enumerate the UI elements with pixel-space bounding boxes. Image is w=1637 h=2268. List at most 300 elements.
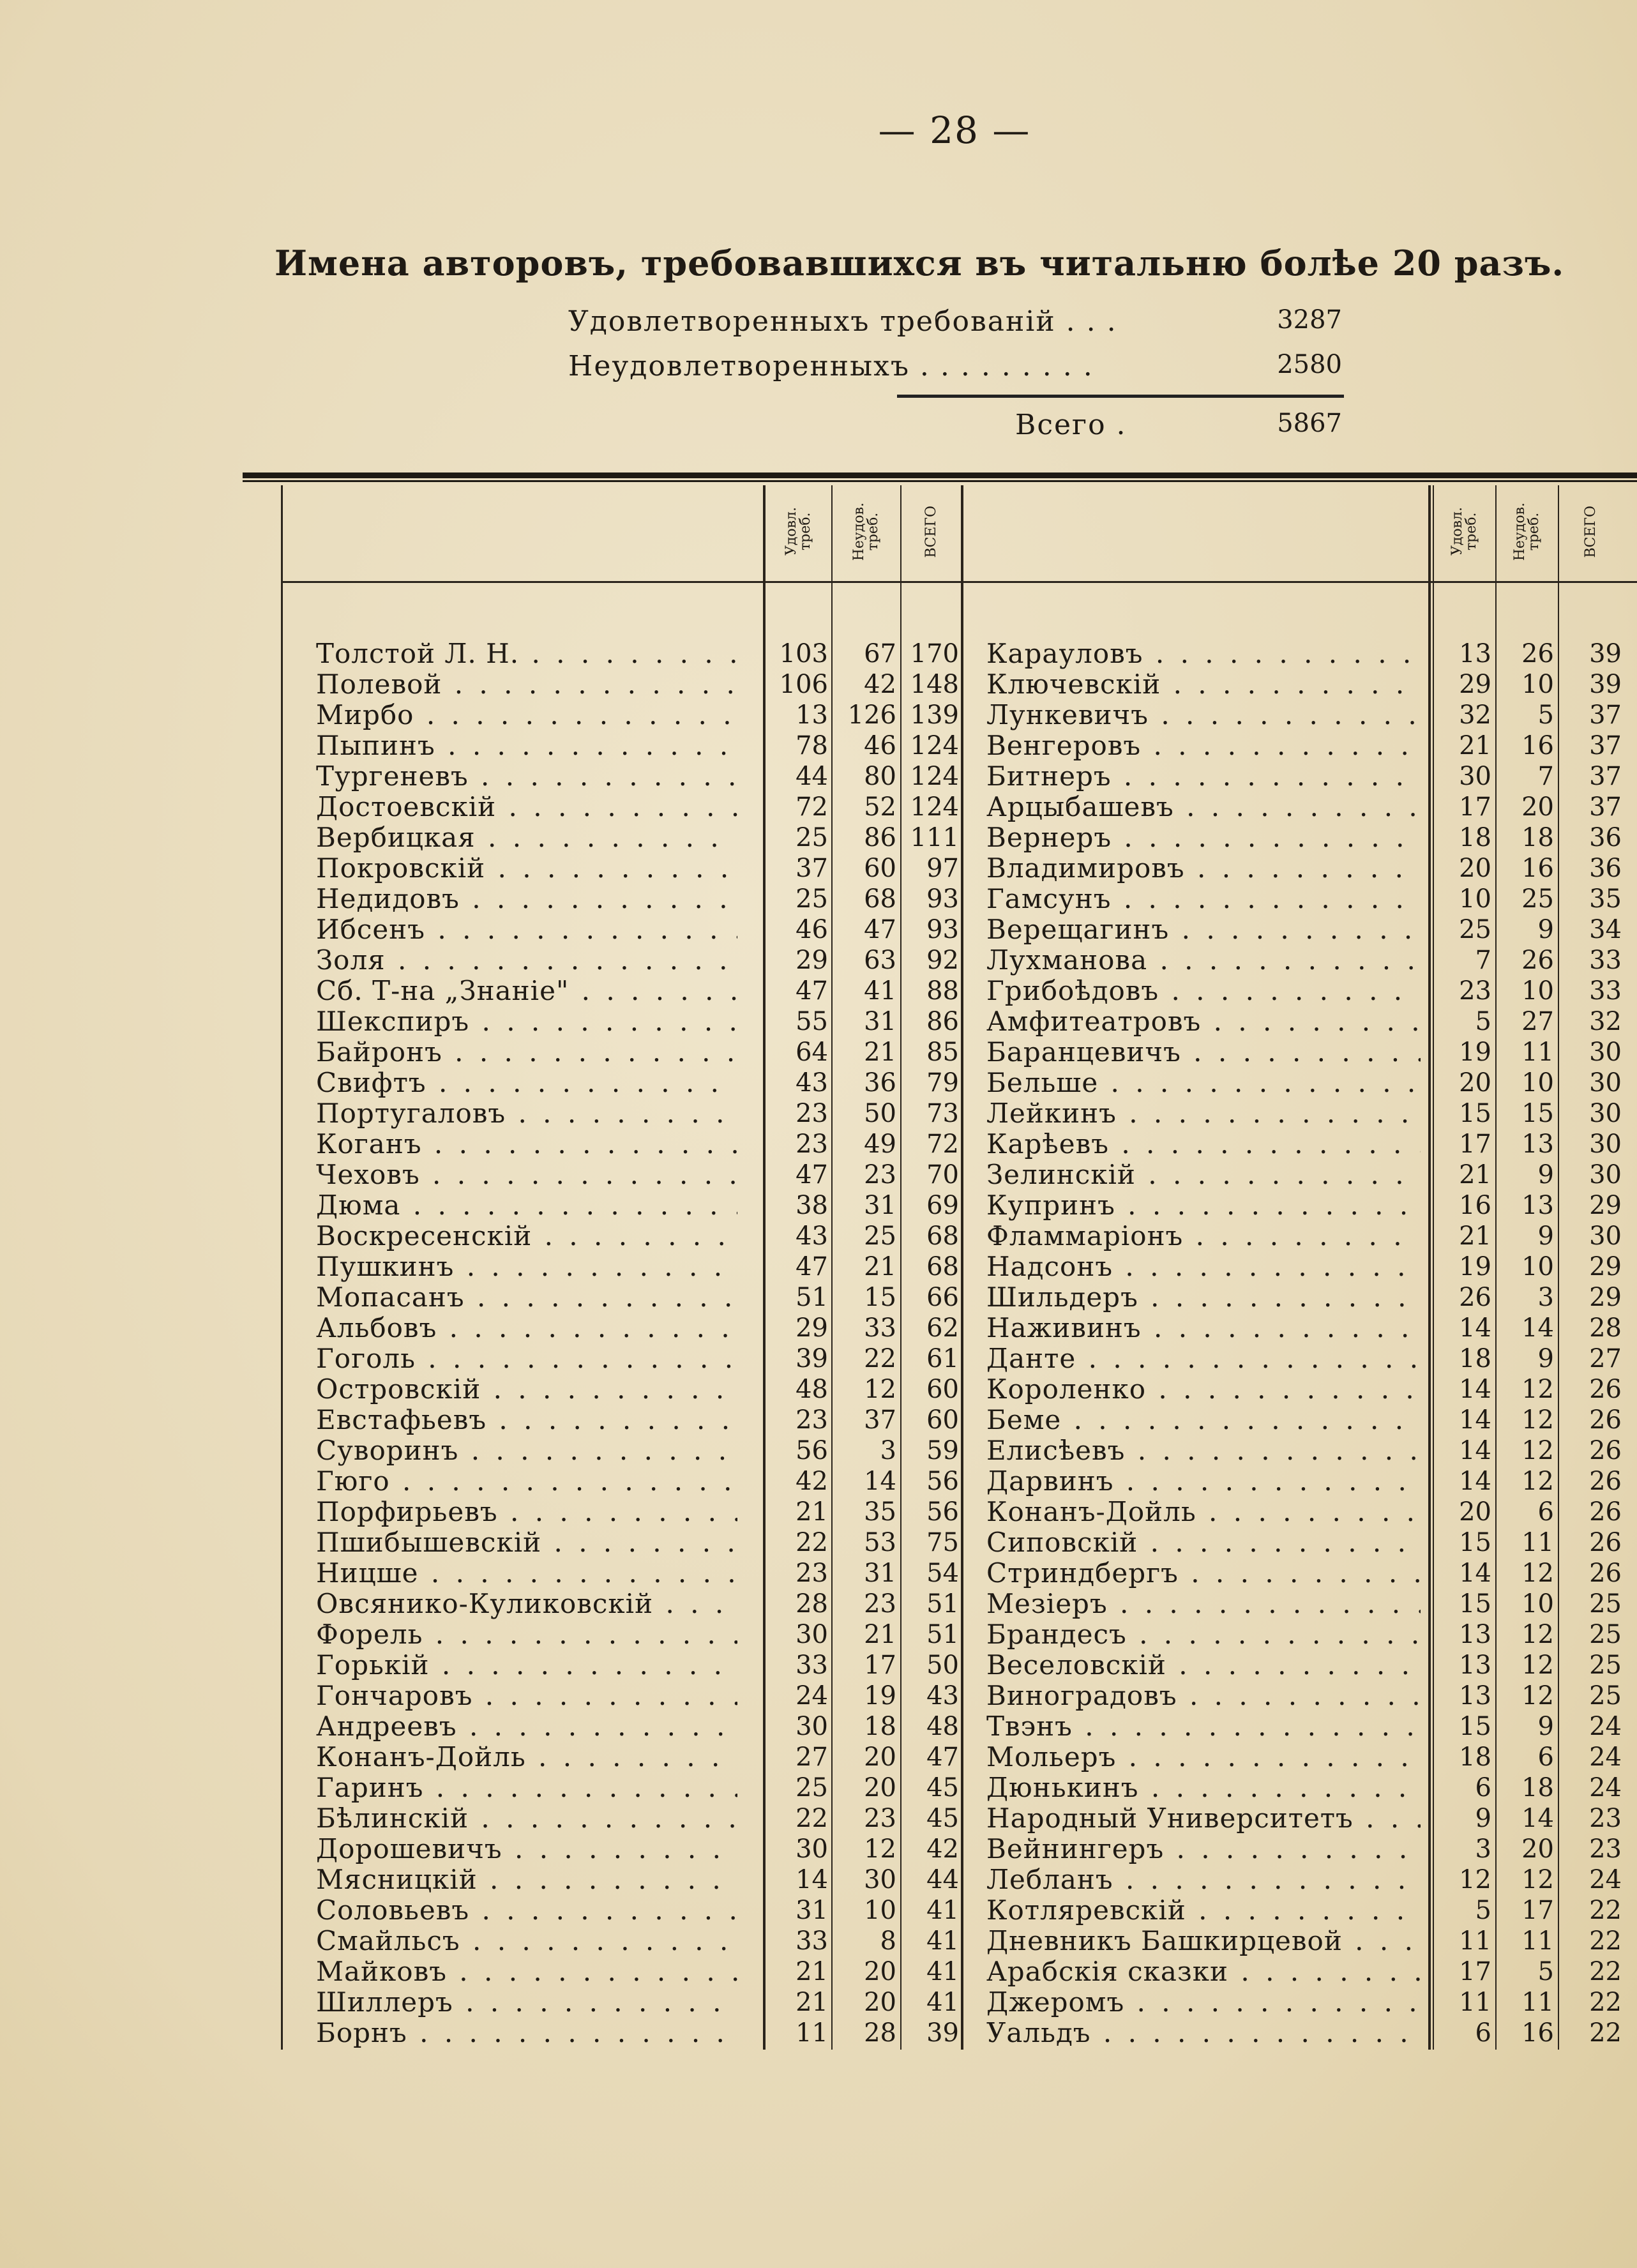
total-left: 111 [910,823,959,852]
satisfied-right: 5 [1475,1007,1491,1036]
total-left: 88 [926,976,959,1006]
table-row [0,853,1637,884]
table-row [0,1129,1637,1160]
unsatisfied-left: 30 [864,1865,896,1894]
total-right: 29 [1589,1252,1622,1281]
summary-sum-line [897,395,1344,398]
satisfied-right: 14 [1459,1375,1491,1404]
author-name-left: Форель . . . [316,1619,737,1650]
total-right: 24 [1589,1712,1622,1741]
author-name-right: Вейнингеръ . . . [986,1834,1421,1864]
unsatisfied-right: 18 [1521,823,1554,852]
author-name-right: Шильдеръ . . . [986,1282,1421,1313]
satisfied-left: 22 [796,1804,828,1833]
unsatisfied-left: 31 [864,1559,896,1588]
author-name-left: Ибсенъ . . . [316,914,737,945]
author-name-left: Воскресенскій . . . [316,1221,737,1251]
author-name-left: Толстой Л. Н. . . . [316,639,737,669]
unsatisfied-left: 25 [864,1221,896,1251]
total-right: 29 [1589,1283,1622,1312]
unsatisfied-right: 10 [1521,670,1554,699]
author-name-right: Данте . . . [986,1343,1421,1374]
author-name-right: Дюнькинъ . . . [986,1773,1421,1803]
table-row [0,669,1637,700]
satisfied-right: 20 [1459,1497,1491,1527]
unsatisfied-left: 49 [864,1130,896,1159]
satisfied-right: 17 [1459,1130,1491,1159]
satisfied-right: 15 [1459,1712,1491,1741]
unsatisfied-right: 14 [1521,1804,1554,1833]
author-name-right: Дарвинъ . . . [986,1466,1421,1497]
unsatisfied-right: 10 [1521,1589,1554,1619]
satisfied-left: 46 [796,915,828,944]
unsatisfied-left: 22 [864,1344,896,1373]
total-right: 37 [1589,731,1622,760]
total-left: 68 [926,1221,959,1251]
table-row [0,1864,1637,1895]
total-left: 51 [926,1620,959,1649]
table-row [0,761,1637,792]
author-name-right: Владимировъ . . . [986,853,1421,884]
author-name-left: Чеховъ . . . [316,1160,737,1190]
satisfied-left: 23 [796,1559,828,1588]
satisfied-left: 55 [796,1007,828,1036]
satisfied-left: 21 [796,1957,828,1986]
total-left: 41 [926,1988,959,2017]
satisfied-right: 14 [1459,1313,1491,1343]
author-name-left: Соловьевъ . . . [316,1895,737,1926]
author-name-right: Венгеровъ . . . [986,730,1421,761]
satisfied-right: 14 [1459,1405,1491,1435]
satisfied-right: 16 [1459,1191,1491,1220]
unsatisfied-left: 126 [847,700,896,730]
total-left: 50 [926,1651,959,1680]
author-name-left: Андреевъ . . . [316,1711,737,1742]
total-left: 85 [926,1038,959,1067]
satisfied-left: 39 [796,1344,828,1373]
author-name-left: Дюма . . . [316,1190,737,1221]
table-row [0,1313,1637,1343]
satisfied-right: 17 [1459,1957,1491,1986]
total-left: 92 [926,946,959,975]
satisfied-right: 15 [1459,1589,1491,1619]
total-left: 43 [926,1681,959,1711]
table-row [0,1589,1637,1619]
unsatisfied-right: 16 [1521,854,1554,883]
unsatisfied-left: 46 [864,731,896,760]
author-name-left: Полевой . . . [316,669,737,700]
total-right: 37 [1589,762,1622,791]
table-row [0,1374,1637,1405]
satisfied-left: 47 [796,1252,828,1281]
satisfied-left: 13 [796,700,828,730]
satisfied-right: 29 [1459,670,1491,699]
total-right: 22 [1589,1988,1622,2017]
unsatisfied-left: 28 [864,2018,896,2048]
author-name-right: Вернеръ . . . [986,822,1421,853]
summary-total-label: Всего . [1015,409,1127,441]
table-row [0,700,1637,730]
unsatisfied-right: 14 [1521,1313,1554,1343]
total-left: 124 [910,762,959,791]
total-left: 45 [926,1804,959,1833]
unsatisfied-right: 11 [1521,1528,1554,1557]
total-left: 79 [926,1068,959,1098]
total-right: 26 [1589,1405,1622,1435]
satisfied-right: 21 [1459,731,1491,760]
summary-unsatisfied-value: 2580 [1277,350,1342,379]
total-right: 24 [1589,1773,1622,1803]
total-right: 34 [1589,915,1622,944]
author-name-right: Виноградовъ . . . [986,1681,1421,1711]
author-name-right: Мольеръ . . . [986,1742,1421,1773]
total-left: 62 [926,1313,959,1343]
author-name-right: Зелинскій . . . [986,1160,1421,1190]
satisfied-right: 3 [1475,1834,1491,1864]
satisfied-left: 24 [796,1681,828,1711]
author-name-right: Лейкинъ . . . [986,1098,1421,1129]
total-left: 75 [926,1528,959,1557]
table-row [0,1803,1637,1834]
unsatisfied-right: 26 [1521,639,1554,669]
satisfied-left: 30 [796,1712,828,1741]
author-name-right: Елисѣевъ . . . [986,1435,1421,1466]
table-row [0,1221,1637,1251]
table-row [0,1558,1637,1589]
total-right: 26 [1589,1497,1622,1527]
table-row [0,792,1637,822]
unsatisfied-left: 19 [864,1681,896,1711]
total-right: 24 [1589,1865,1622,1894]
total-right: 26 [1589,1375,1622,1404]
author-name-left: Порфирьевъ . . . [316,1497,737,1527]
total-right: 22 [1589,1926,1622,1956]
satisfied-left: 33 [796,1926,828,1956]
table-heading: Имена авторовъ, требовавшихся въ читальню болѣе 20 разъ. [275,243,1565,284]
total-left: 124 [910,731,959,760]
unsatisfied-left: 67 [864,639,896,669]
unsatisfied-left: 33 [864,1313,896,1343]
unsatisfied-right: 12 [1521,1559,1554,1588]
total-left: 41 [926,1926,959,1956]
unsatisfied-left: 23 [864,1804,896,1833]
author-name-left: Ницше . . . [316,1558,737,1589]
satisfied-right: 21 [1459,1160,1491,1190]
author-name-left: Пшибышевскій . . . [316,1527,737,1558]
total-left: 170 [910,639,959,669]
table-row [0,1037,1637,1068]
satisfied-right: 18 [1459,1743,1491,1772]
author-name-right: Лункевичъ . . . [986,700,1421,730]
table-row [0,1527,1637,1558]
author-name-right: Арабскія сказки . . . [986,1956,1421,1987]
unsatisfied-left: 35 [864,1497,896,1527]
author-name-right: Веселовскій . . . [986,1650,1421,1681]
unsatisfied-left: 41 [864,976,896,1006]
satisfied-right: 14 [1459,1467,1491,1496]
satisfied-right: 11 [1459,1926,1491,1956]
unsatisfied-right: 10 [1521,1252,1554,1281]
total-right: 25 [1589,1589,1622,1619]
author-name-left: Сб. Т-на „Знаніе" . . . [316,976,737,1006]
total-left: 47 [926,1743,959,1772]
satisfied-right: 18 [1459,1344,1491,1373]
total-right: 30 [1589,1221,1622,1251]
author-name-right: Карауловъ . . . [986,639,1421,669]
unsatisfied-left: 23 [864,1160,896,1190]
unsatisfied-right: 9 [1537,915,1554,944]
author-name-left: Бѣлинскій . . . [316,1803,737,1834]
satisfied-left: 51 [796,1283,828,1312]
unsatisfied-right: 12 [1521,1651,1554,1680]
satisfied-right: 13 [1459,1681,1491,1711]
satisfied-right: 20 [1459,854,1491,883]
summary-total-value: 5867 [1277,409,1342,438]
unsatisfied-left: 18 [864,1712,896,1741]
total-right: 33 [1589,976,1622,1006]
satisfied-left: 22 [796,1528,828,1557]
satisfied-left: 29 [796,1313,828,1343]
table-row [0,1466,1637,1497]
table-row [0,1343,1637,1374]
satisfied-right: 9 [1475,1804,1491,1833]
total-right: 35 [1589,884,1622,914]
author-name-right: Купринъ . . . [986,1190,1421,1221]
author-name-left: Золя . . . [316,945,737,976]
unsatisfied-left: 17 [864,1651,896,1680]
author-name-right: Ключевскій . . . [986,669,1421,700]
unsatisfied-right: 13 [1521,1130,1554,1159]
total-left: 45 [926,1773,959,1803]
satisfied-left: 23 [796,1099,828,1128]
author-name-right: Брандесъ . . . [986,1619,1421,1650]
table-row [0,1068,1637,1098]
satisfied-left: 29 [796,946,828,975]
author-name-right: Дневникъ Башкирцевой . . . [986,1926,1421,1956]
total-left: 93 [926,915,959,944]
satisfied-right: 19 [1459,1252,1491,1281]
author-name-right: Твэнъ . . . [986,1711,1421,1742]
satisfied-right: 18 [1459,823,1491,852]
author-name-right: Гамсунъ . . . [986,884,1421,914]
satisfied-left: 106 [779,670,828,699]
unsatisfied-left: 50 [864,1099,896,1128]
unsatisfied-right: 10 [1521,1068,1554,1098]
total-right: 25 [1589,1651,1622,1680]
total-right: 22 [1589,1896,1622,1925]
author-name-left: Мясницкій . . . [316,1864,737,1895]
total-right: 23 [1589,1834,1622,1864]
satisfied-left: 47 [796,976,828,1006]
table-row [0,822,1637,853]
table-row [0,1987,1637,2018]
author-name-right: Уальдъ . . . [986,2018,1421,2048]
unsatisfied-left: 47 [864,915,896,944]
unsatisfied-right: 12 [1521,1436,1554,1465]
total-right: 22 [1589,2018,1622,2048]
satisfied-right: 13 [1459,1651,1491,1680]
total-right: 30 [1589,1068,1622,1098]
table-row [0,730,1637,761]
satisfied-left: 78 [796,731,828,760]
satisfied-right: 25 [1459,915,1491,944]
author-name-right: Надсонъ . . . [986,1251,1421,1282]
col-header-vsego-right: ВСЕГО [1583,505,1599,558]
satisfied-right: 30 [1459,762,1491,791]
satisfied-left: 21 [796,1988,828,2017]
total-right: 37 [1589,792,1622,822]
summary-unsatisfied-label: Неудовлетворенныхъ . . . . . . . . . [568,350,1094,382]
satisfied-left: 42 [796,1467,828,1496]
unsatisfied-right: 16 [1521,2018,1554,2048]
author-name-left: Альбовъ . . . [316,1313,737,1343]
unsatisfied-left: 21 [864,1038,896,1067]
satisfied-left: 43 [796,1068,828,1098]
unsatisfied-right: 15 [1521,1099,1554,1128]
unsatisfied-right: 7 [1537,762,1554,791]
page-number: — 28 — [878,109,1031,152]
total-left: 51 [926,1589,959,1619]
total-left: 41 [926,1957,959,1986]
author-name-right: Короленко . . . [986,1374,1421,1405]
satisfied-left: 23 [796,1130,828,1159]
author-name-left: Майковъ . . . [316,1956,737,1987]
total-left: 68 [926,1252,959,1281]
table-top-rule-thin [243,480,1637,482]
author-name-left: Дорошевичъ . . . [316,1834,737,1864]
unsatisfied-right: 12 [1521,1405,1554,1435]
author-name-left: Свифтъ . . . [316,1068,737,1098]
satisfied-left: 31 [796,1896,828,1925]
total-right: 25 [1589,1620,1622,1649]
author-name-left: Пыпинъ . . . [316,730,737,761]
table-row [0,1650,1637,1681]
satisfied-right: 32 [1459,700,1491,730]
unsatisfied-left: 52 [864,792,896,822]
table-row [0,1773,1637,1803]
unsatisfied-right: 11 [1521,1988,1554,2017]
satisfied-left: 23 [796,1405,828,1435]
table-row [0,639,1637,669]
total-right: 37 [1589,700,1622,730]
col-header-vsego-left: ВСЕГО [923,505,939,558]
col-header-neudovl-right: Неудов. треб. [1512,502,1542,561]
unsatisfied-left: 31 [864,1191,896,1220]
satisfied-left: 30 [796,1620,828,1649]
total-left: 148 [910,670,959,699]
total-right: 29 [1589,1191,1622,1220]
author-name-right: Лебланъ . . . [986,1864,1421,1895]
total-right: 36 [1589,854,1622,883]
unsatisfied-left: 12 [864,1834,896,1864]
satisfied-right: 20 [1459,1068,1491,1098]
total-left: 44 [926,1865,959,1894]
unsatisfied-right: 9 [1537,1160,1554,1190]
total-right: 30 [1589,1038,1622,1067]
author-name-left: Гончаровъ . . . [316,1681,737,1711]
satisfied-left: 33 [796,1651,828,1680]
unsatisfied-right: 13 [1521,1191,1554,1220]
unsatisfied-right: 12 [1521,1620,1554,1649]
author-name-left: Островскій . . . [316,1374,737,1405]
summary-satisfied [568,305,1354,341]
total-left: 72 [926,1130,959,1159]
author-name-left: Коганъ . . . [316,1129,737,1160]
author-name-left: Суворинъ . . . [316,1435,737,1466]
satisfied-right: 14 [1459,1436,1491,1465]
total-right: 26 [1589,1559,1622,1588]
total-right: 39 [1589,639,1622,669]
table-row [0,1006,1637,1037]
author-name-right: Баранцевичъ . . . [986,1037,1421,1068]
satisfied-left: 37 [796,854,828,883]
author-name-left: Евстафьевъ . . . [316,1405,737,1435]
unsatisfied-right: 9 [1537,1712,1554,1741]
satisfied-right: 15 [1459,1099,1491,1128]
satisfied-right: 13 [1459,1620,1491,1649]
satisfied-left: 103 [779,639,828,669]
total-left: 48 [926,1712,959,1741]
unsatisfied-left: 86 [864,823,896,852]
satisfied-left: 25 [796,1773,828,1803]
author-name-left: Смайльсъ . . . [316,1926,737,1956]
table-row [0,2018,1637,2048]
satisfied-left: 64 [796,1038,828,1067]
unsatisfied-left: 37 [864,1405,896,1435]
satisfied-left: 72 [796,792,828,822]
total-right: 27 [1589,1344,1622,1373]
total-right: 26 [1589,1436,1622,1465]
table-row [0,1098,1637,1129]
author-name-left: Байронъ . . . [316,1037,737,1068]
total-left: 60 [926,1405,959,1435]
total-left: 56 [926,1467,959,1496]
total-left: 42 [926,1834,959,1864]
author-name-left: Борнъ . . . [316,2018,737,2048]
total-right: 28 [1589,1313,1622,1343]
total-left: 86 [926,1007,959,1036]
unsatisfied-right: 12 [1521,1681,1554,1711]
author-name-left: Гюго . . . [316,1466,737,1497]
total-right: 39 [1589,670,1622,699]
total-right: 26 [1589,1528,1622,1557]
author-name-left: Вербицкая . . . [316,822,737,853]
table-row [0,1160,1637,1190]
author-name-right: Котляревскій . . . [986,1895,1421,1926]
author-name-left: Шекспиръ . . . [316,1006,737,1037]
total-left: 59 [926,1436,959,1465]
col-header-udovl-left: Удовл. треб. [783,507,813,556]
summary-unsatisfied [568,350,1354,386]
table-row [0,1435,1637,1466]
unsatisfied-left: 42 [864,670,896,699]
author-name-left: Пушкинъ . . . [316,1251,737,1282]
author-name-right: Наживинъ . . . [986,1313,1421,1343]
satisfied-left: 11 [796,2018,828,2048]
satisfied-right: 26 [1459,1283,1491,1312]
total-left: 61 [926,1344,959,1373]
satisfied-left: 28 [796,1589,828,1619]
author-name-right: Арцыбашевъ . . . [986,792,1421,822]
unsatisfied-right: 16 [1521,731,1554,760]
unsatisfied-left: 10 [864,1896,896,1925]
author-name-left: Тургеневъ . . . [316,761,737,792]
satisfied-left: 25 [796,823,828,852]
author-name-right: Битнеръ . . . [986,761,1421,792]
author-name-right: Конанъ-Дойль . . . [986,1497,1421,1527]
unsatisfied-right: 11 [1521,1926,1554,1956]
unsatisfied-right: 20 [1521,792,1554,822]
